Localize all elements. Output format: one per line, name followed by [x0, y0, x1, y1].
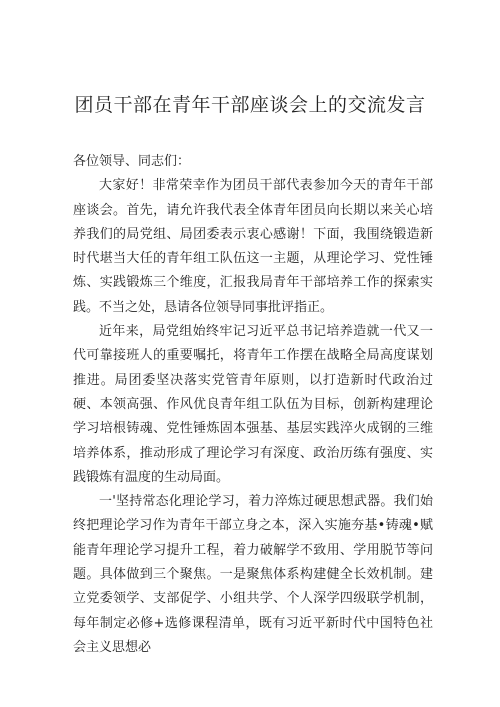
document-body	[73, 150, 433, 660]
greeting-line: 各位领导、同志们：	[73, 154, 191, 169]
document-title: 团员干部在青年干部座谈会上的交流发言	[74, 94, 426, 116]
paragraph-background: 近年来，局党组始终牢记习近平总书记培养造就一代又一代可靠接班人的重要嘱托，将青年工作摆在战略全局高度谋划推进。局团委坚决落实党管青年原则，以打造新时代政治过硬、本领高强、作风优良青年组工队伍为目标，创新构建理论学习培根铸魂、党性锤炼固本强基、基层实践淬火成钢的三维培养体系，推动形成了理论学习有深度、政治历练有强度、实践锻炼有温度的生动局面。	[73, 324, 433, 485]
paragraph-theory-study: 一'坚持常态化理论学习，着力淬炼过硬思想武器。我们始终把理论学习作为青年干部立身之本，深入实施夯基•铸魂•赋能青年理论学习提升工程，着力破解学不致用、学用脱节等问题。具体做到三个聚焦。一是聚焦体系构建健全长效机制。建立党委领学、支部促学、小组共学、个人深学四级联学机制，每年制定必修+选修课程清单，既有习近平新时代中国特色社会主义思想必	[73, 494, 433, 655]
paragraph-opening: 大家好！非常荣幸作为团员干部代表参加今天的青年干部座谈会。首先，请允许我代表全体青年团员向长期以来关心培养我们的局党组、局团委表示衷心感谢！下面，我围绕锻造新时代堪当大任的青年组工队伍这一主题，从理论学习、党性锤炼、实践锻炼三个维度，汇报我局青年干部培养工作的探索实践。不当之处，恳请各位领导同事批评指正。	[73, 178, 433, 315]
